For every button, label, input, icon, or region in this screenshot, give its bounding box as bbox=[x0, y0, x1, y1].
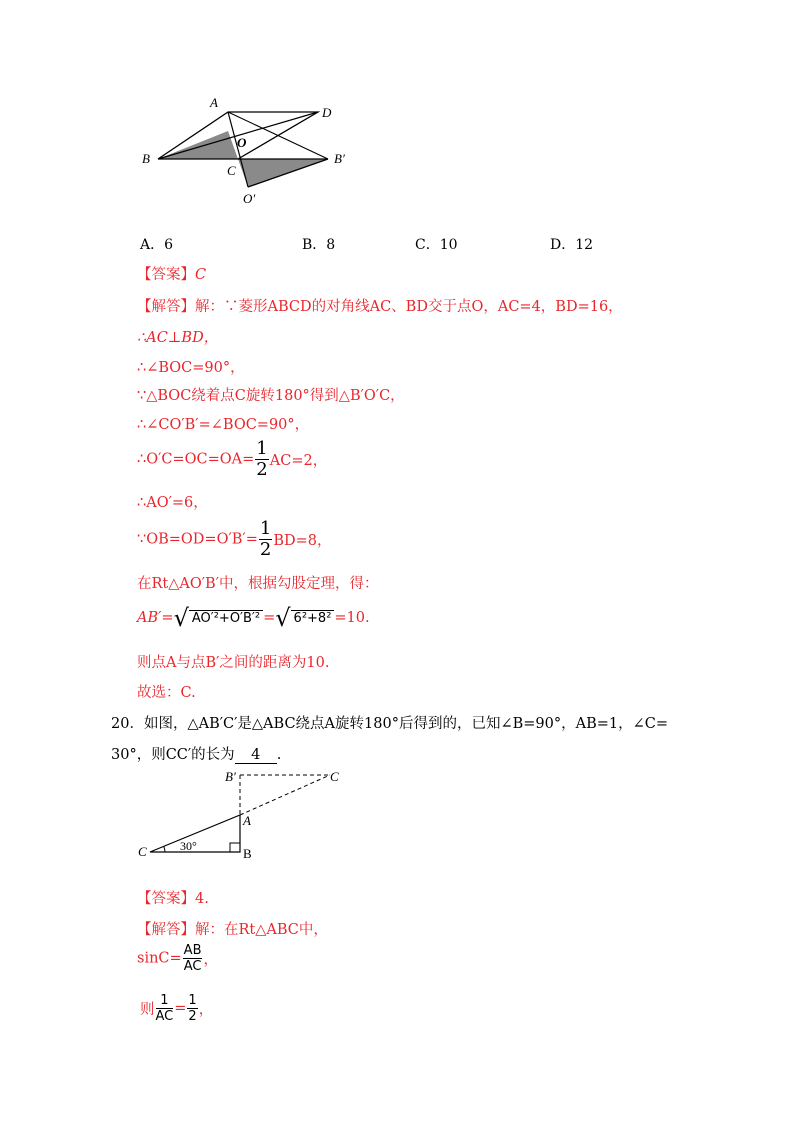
label-b-prime: B′ bbox=[225, 769, 236, 784]
q19-solution-line-9: 在Rt△AO′B′中，根据勾股定理，得： bbox=[137, 576, 379, 592]
q19-solution-line-4: ∵△BOC绕着点C旋转180°得到△B′O′C， bbox=[137, 388, 405, 404]
fraction-one-half: $\frac{1}{2}$ bbox=[256, 438, 268, 480]
label-c: C bbox=[138, 844, 147, 859]
label-b: B bbox=[243, 846, 252, 861]
q20-then-line: 则 $\frac{1}{AC}$ = $\frac{1}{2}$ ， bbox=[140, 993, 214, 1024]
label-b-prime: B′ bbox=[334, 151, 345, 166]
q20-question-line-1: 20．如图，△AB′C′是△ABC绕点A旋转180°后得到的，已知∠B=90°，AB=1，∠C= bbox=[111, 716, 668, 732]
square-root-2: √ 6²+8² bbox=[275, 604, 334, 632]
q19-solution-line-1: 【解答】解：∵菱形ABCD的对角线AC、BD交于点O，AC=4，BD=16， bbox=[137, 299, 623, 315]
q20-answer: 【答案】4. bbox=[137, 891, 209, 907]
choice-d[interactable]: D．12 bbox=[550, 237, 594, 253]
q19-solution-line-5: ∴∠CO′B′=∠BOC=90°， bbox=[137, 417, 310, 433]
q19-solution-line-3: ∴∠BOC=90°， bbox=[137, 360, 245, 376]
q19-solution-line-12: 故选：C. bbox=[137, 685, 196, 701]
q20-sin-line: sinC= $\frac{AB}{AC}$ ， bbox=[137, 943, 218, 974]
label-c: C bbox=[227, 163, 236, 178]
fraction-1-2: $\frac{1}{2}$ bbox=[188, 993, 197, 1024]
q19-solution-line-11: 则点A与点B′之间的距离为10. bbox=[137, 655, 330, 671]
q20-question-line-2: 30°，则CC′的长为 4 . bbox=[111, 747, 282, 763]
label-a: A bbox=[243, 813, 251, 828]
q19-answer: 【答案】C bbox=[137, 267, 207, 283]
label-o: O bbox=[237, 135, 247, 150]
label-c-prime: C bbox=[330, 769, 339, 784]
choice-b[interactable]: B．8 bbox=[302, 237, 336, 253]
fraction-1-ac: $\frac{1}{AC}$ bbox=[155, 993, 174, 1024]
triangle-rotation-figure bbox=[135, 765, 365, 865]
answer-blank: 4 bbox=[235, 747, 277, 764]
label-a: A bbox=[210, 95, 218, 110]
choice-a[interactable]: A．6 bbox=[140, 237, 174, 253]
label-b: B bbox=[142, 151, 150, 166]
q19-solution-line-7: ∴AO′=6， bbox=[137, 495, 208, 511]
square-root-1: √ AO′²+O′B′² bbox=[174, 604, 264, 632]
q19-solution-line-6: ∴O′C=OC=OA= $\frac{1}{2}$ AC=2， bbox=[137, 438, 328, 480]
q19-solution-line-8: ∵OB=OD=O′B′= $\frac{1}{2}$ BD=8， bbox=[137, 518, 332, 560]
label-d: D bbox=[322, 105, 332, 120]
fraction-ab-ac: $\frac{AB}{AC}$ bbox=[183, 943, 202, 974]
q19-solution-line-10: AB′=√ AO′²+O′B′² =√ 6²+8² =10. bbox=[137, 604, 370, 632]
angle-label: 30° bbox=[180, 839, 197, 853]
fraction-one-half: $\frac{1}{2}$ bbox=[259, 518, 272, 560]
choice-c[interactable]: C．10 bbox=[415, 237, 458, 253]
q20-solution-line-1: 【解答】解：在Rt△ABC中， bbox=[137, 922, 328, 938]
q19-solution-line-2: ∴AC⊥BD， bbox=[137, 330, 219, 346]
label-o-prime: O′ bbox=[243, 191, 256, 206]
shaded-triangle-boc bbox=[158, 131, 238, 159]
rhombus-rotation-figure bbox=[130, 95, 360, 215]
